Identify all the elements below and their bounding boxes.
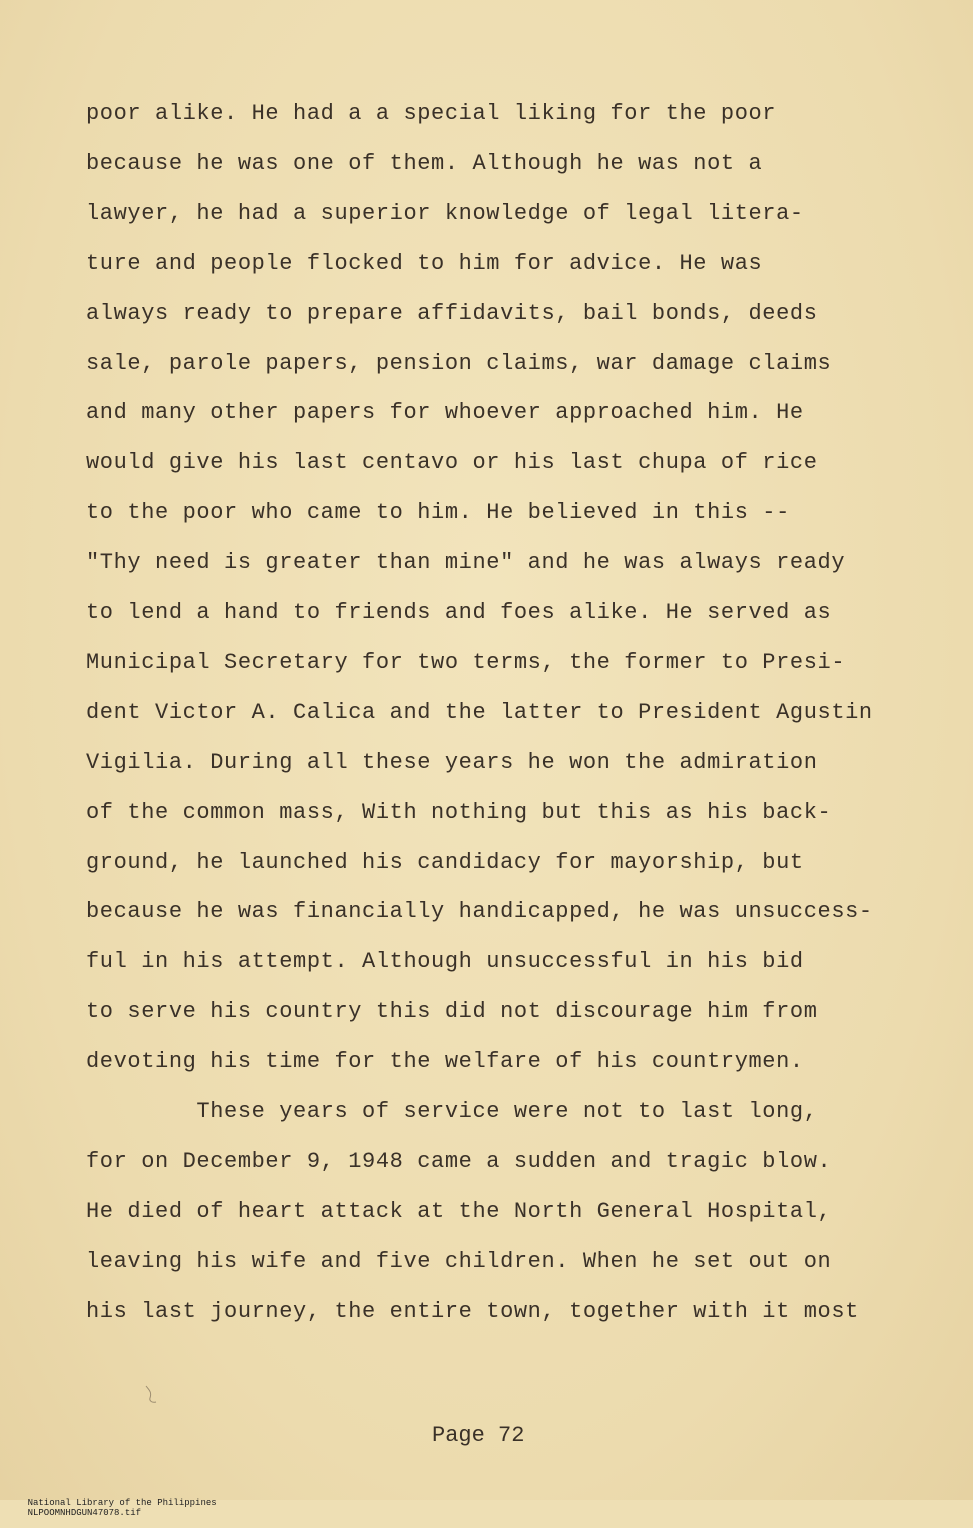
text-line: and many other papers for whoever approached him. He: [86, 400, 804, 426]
text-line: dent Victor A. Calica and the latter to President Agustin: [86, 699, 873, 725]
footer-file: NLPOOMNHDGUN47078.tif: [27, 1508, 142, 1518]
text-line: poor alike. He had a a special liking for the poor: [86, 101, 777, 126]
text-line: to the poor who came to him. He believed in this --: [86, 500, 790, 526]
text-line: "Thy need is greater than mine" and he was always ready: [86, 550, 846, 576]
text-line: ful in his attempt. Although unsuccessful in his bid: [86, 949, 804, 975]
text-line: sale, parole papers, pension claims, war damage claims: [86, 350, 832, 376]
footer-library: National Library of the Philippines: [27, 1498, 217, 1508]
text-line: his last journey, the entire town, together with it most: [86, 1298, 859, 1324]
text-line: devoting his time for the welfare of his countrymen.: [86, 1049, 804, 1075]
pencil-mark-icon: [140, 1384, 162, 1406]
text-line: Vigilia. During all these years he won the admiration: [86, 749, 818, 775]
text-line: of the common mass, With nothing but this as his back-: [86, 799, 832, 825]
text-line: to serve his country this did not discourage him from: [86, 999, 818, 1025]
text-line: lawyer, he had a superior knowledge of legal litera-: [86, 200, 804, 226]
text-line: always ready to prepare affidavits, bail bonds, deeds: [86, 300, 818, 326]
text-line: because he was financially handicapped, he was unsuccess-: [86, 899, 873, 925]
text-line: Municipal Secretary for two terms, the former to Presi-: [86, 649, 846, 675]
text-line: because he was one of them. Although he was not a: [86, 150, 763, 176]
text-line: These years of service were not to last long,: [86, 1099, 818, 1124]
page-number: Page 72: [432, 1423, 525, 1448]
text-line: for on December 9, 1948 came a sudden and tragic blow.: [86, 1148, 832, 1174]
text-line: would give his last centavo or his last chupa of rice: [86, 450, 818, 476]
text-line: He died of heart attack at the North General Hospital,: [86, 1198, 832, 1224]
text-line: to lend a hand to friends and foes alike. He served as: [86, 600, 832, 625]
text-line: leaving his wife and five children. When he set out on: [86, 1248, 832, 1274]
text-line: ture and people flocked to him for advice. He was: [86, 250, 763, 276]
text-line: ground, he launched his candidacy for mayorship, but: [86, 849, 804, 875]
scan-footer: [6, 1488, 231, 1528]
